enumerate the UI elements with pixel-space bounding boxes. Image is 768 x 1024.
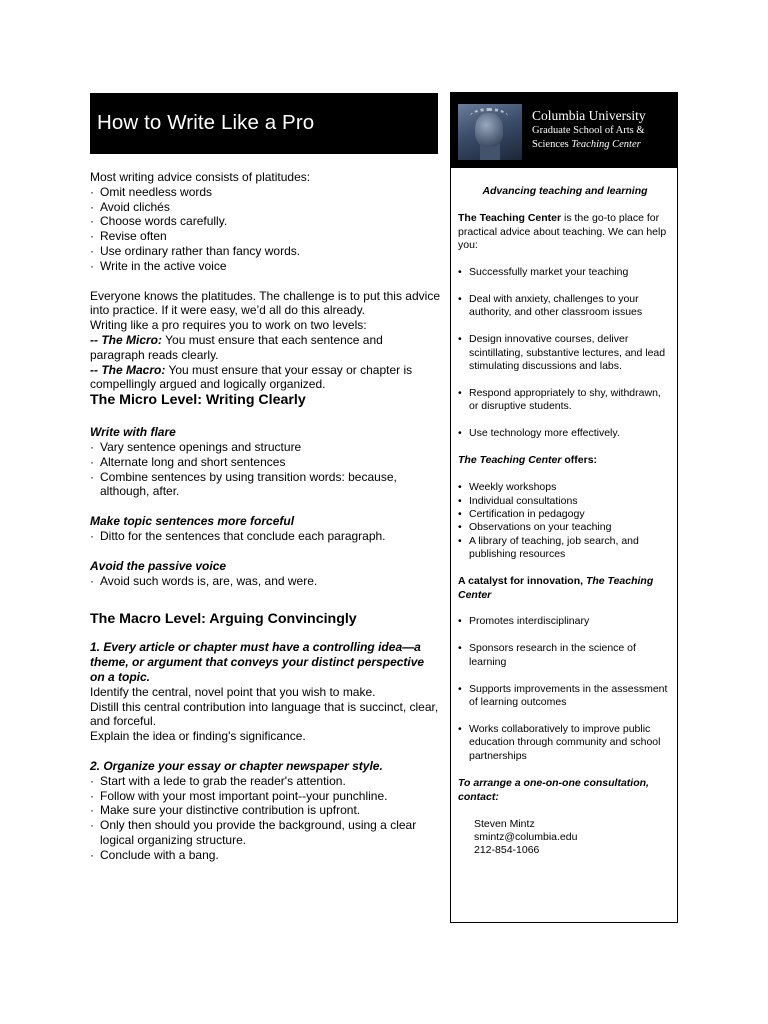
bullet-icon: · (90, 229, 94, 244)
topic-heading: Make topic sentences more forceful (90, 514, 295, 529)
list-item-text: Combine sentences by using transition words: because, although, after. (100, 469, 397, 499)
help-list (458, 266, 672, 441)
bullet-icon: · (90, 243, 94, 258)
list-item-text: Design innovative courses, deliver scintillating, substantive lectures, and lead stimulating discussions and labs. (469, 333, 666, 373)
school-line-2 (532, 138, 675, 152)
help-item (458, 427, 672, 440)
topic-item (90, 529, 440, 544)
micro-heading: The Micro Level: Writing Clearly (90, 392, 306, 409)
bullet-icon: · (90, 847, 94, 862)
topic-section (90, 514, 440, 544)
point2-list (90, 774, 440, 863)
list-item-text: Revise often (100, 229, 167, 244)
macro-heading: The Macro Level: Arguing Convincingly (90, 611, 357, 628)
list-item-text: Only then should you provide the background, using a clear logical organizing structure. (100, 818, 417, 847)
list-item-text: Weekly workshops (469, 481, 557, 494)
bullet-icon: · (90, 818, 94, 833)
bullet-icon: • (458, 521, 462, 534)
micro-label: -- The Micro: (90, 332, 162, 347)
list-item-text: Individual consultations (469, 494, 578, 507)
alma-mater-statue-image (458, 104, 522, 160)
bullet-icon: · (90, 258, 94, 273)
bullet-icon: • (458, 387, 462, 400)
bullet-icon: · (90, 528, 94, 543)
bullet-icon: • (458, 722, 462, 735)
center-name: Teaching Center (571, 139, 641, 150)
list-item-text: Write in the active voice (100, 258, 227, 273)
list-item-text: Avoid clichés (100, 199, 170, 214)
platitude-item (90, 244, 440, 259)
intro-text: Most writing advice consists of platitudes: (90, 170, 311, 184)
list-item-text: Successfully market your teaching (469, 266, 629, 279)
bullet-icon: • (458, 508, 462, 520)
bullet-icon: · (90, 199, 94, 214)
point1-line: Identify the central, novel point that you wish to make. (90, 684, 376, 699)
point1-section (90, 640, 440, 744)
list-item-text: Avoid such words is, are, was, and were. (100, 573, 318, 588)
list-item-text: Vary sentence openings and structure (100, 439, 302, 454)
contact-block (458, 818, 672, 858)
help-item (458, 333, 672, 373)
micro-text: You must ensure that each sentence and paragraph reads clearly. (90, 332, 383, 362)
list-item-text: Conclude with a bang. (100, 847, 219, 862)
bullet-icon: • (458, 494, 462, 507)
offers-item (458, 481, 672, 494)
micro-definition (90, 333, 440, 363)
macro-text: You must ensure that your essay or chapter is compellingly argued and logically organized. (90, 362, 413, 392)
list-item-text: Follow with your most important point--your punchline. (100, 788, 388, 803)
offers-item (458, 521, 672, 534)
catalyst-center-name: The Teaching Center (458, 575, 654, 601)
platitude-item (90, 200, 440, 215)
contact-phone: 212-854-1066 (474, 844, 540, 857)
list-item-text: Sponsors research in the science of learning (469, 642, 636, 668)
macro-label: -- The Macro: (90, 362, 166, 377)
bullet-icon: • (458, 266, 462, 279)
contact-name: Steven Mintz (474, 817, 535, 830)
bullet-icon: · (90, 469, 94, 484)
offers-center-name: The Teaching Center (458, 454, 562, 467)
offers-word: offers: (561, 454, 598, 467)
bullet-icon: • (458, 427, 462, 440)
flare-list (90, 440, 440, 499)
help-text: is the go-to place for practical advice about teaching. We can help you: (458, 212, 667, 252)
flare-item (90, 455, 440, 470)
bullet-icon: · (90, 214, 94, 229)
main-column (90, 170, 440, 862)
school-line-1: Graduate School of Arts & (532, 125, 645, 136)
practice-paragraph: Everyone knows the platitudes. The challenge is to put this advice into practice. If it were easy, we’d all do this already. (90, 288, 440, 318)
passive-item (90, 574, 440, 589)
list-item-text: Certification in pedagogy (469, 508, 585, 520)
bullet-icon: · (90, 573, 94, 588)
list-item-text: Promotes interdisciplinary (469, 615, 590, 628)
university-block (532, 108, 675, 152)
tagline: Advancing teaching and learning (482, 185, 648, 197)
platitude-item (90, 214, 440, 229)
point1-line: Distill this central contribution into language that is succinct, clear, and forceful. (90, 699, 439, 729)
passive-section (90, 559, 440, 589)
list-item-text: Choose words carefully. (100, 214, 228, 229)
consult-heading: To arrange a one-on-one consultation, contact: (458, 777, 649, 803)
point2-item (90, 818, 440, 848)
catalyst-item (458, 642, 672, 669)
university-name: Columbia University (532, 108, 646, 123)
list-item-text: Use ordinary rather than fancy words. (100, 243, 301, 258)
bullet-icon: · (90, 439, 94, 454)
list-item-text: Start with a lede to grab the reader's attention. (100, 773, 346, 788)
flare-heading: Write with flare (90, 425, 176, 440)
bullet-icon: • (458, 534, 462, 547)
bullet-icon: · (90, 803, 94, 818)
help-item (458, 387, 672, 414)
list-item-text: Respond appropriately to shy, withdrawn, or disruptive students. (469, 387, 661, 413)
flare-item (90, 470, 440, 500)
bullet-icon: • (458, 333, 462, 346)
bullet-icon: · (90, 788, 94, 803)
bullet-icon: • (458, 293, 462, 306)
sidebar-box (450, 92, 678, 923)
point2-section (90, 759, 440, 863)
list-item-text: Ditto for the sentences that conclude each paragraph. (100, 528, 386, 543)
sidebar-header (451, 93, 677, 168)
bullet-icon: · (90, 454, 94, 469)
platitudes-list (90, 185, 440, 274)
point1-heading: 1. Every article or chapter must have a controlling idea—a theme, or argument that conveys your distinct perspective on a topic. (90, 640, 425, 684)
macro-definition (90, 363, 440, 393)
catalyst-list (458, 615, 672, 763)
list-item-text: A library of teaching, job search, and publishing resources (469, 534, 639, 561)
help-center-name: The Teaching Center (458, 212, 562, 225)
passive-heading: Avoid the passive voice (90, 558, 227, 573)
point2-item (90, 848, 440, 863)
point1-line: Explain the idea or finding's significance. (90, 729, 306, 744)
point2-item (90, 774, 440, 789)
bullet-icon: • (458, 682, 462, 695)
title-banner (90, 93, 438, 154)
offers-list (458, 481, 672, 561)
offers-heading (458, 454, 672, 467)
catalyst-item (458, 615, 672, 628)
contact-email[interactable]: smintz@columbia.edu (474, 830, 578, 843)
school-name: Sciences (532, 139, 569, 150)
point2-heading: 2. Organize your essay or chapter newspaper style. (90, 758, 383, 773)
bullet-icon: • (458, 481, 462, 494)
list-item-text: Supports improvements in the assessment of learning outcomes (469, 682, 668, 709)
levels-paragraph: Writing like a pro requires you to work on two levels: (90, 318, 367, 333)
offers-item (458, 508, 672, 521)
list-item-text: Observations on your teaching (469, 521, 612, 534)
list-item-text: Alternate long and short sentences (100, 454, 286, 469)
platitude-item (90, 229, 440, 244)
sidebar-body (458, 185, 672, 858)
list-item-text: Make sure your distinctive contribution is upfront. (100, 803, 361, 818)
catalyst-item (458, 723, 672, 763)
catalyst-prefix: A catalyst for innovation, (458, 575, 584, 588)
bullet-icon: • (458, 615, 462, 628)
offers-item (458, 495, 672, 508)
list-item-text: Use technology more effectively. (469, 427, 620, 440)
catalyst-heading (458, 575, 672, 602)
point2-item (90, 803, 440, 818)
page-title: How to Write Like a Pro (97, 111, 315, 134)
help-item (458, 293, 672, 320)
help-intro (458, 212, 672, 252)
list-item-text: Omit needless words (100, 184, 213, 199)
platitudes-block (90, 170, 440, 274)
catalyst-item (458, 683, 672, 710)
bullet-icon: • (458, 642, 462, 655)
bullet-icon: · (90, 184, 94, 199)
platitude-item (90, 259, 440, 274)
flare-section (90, 425, 440, 499)
help-item (458, 266, 672, 279)
topic-list (90, 529, 440, 544)
flare-item (90, 440, 440, 455)
bullet-icon: · (90, 773, 94, 788)
passive-list (90, 574, 440, 589)
list-item-text: Works collaboratively to improve public education through community and school partnerships (469, 722, 661, 762)
platitude-item (90, 185, 440, 200)
offers-item (458, 535, 672, 562)
point2-item (90, 789, 440, 804)
list-item-text: Deal with anxiety, challenges to your authority, and other classroom issues (469, 293, 643, 319)
